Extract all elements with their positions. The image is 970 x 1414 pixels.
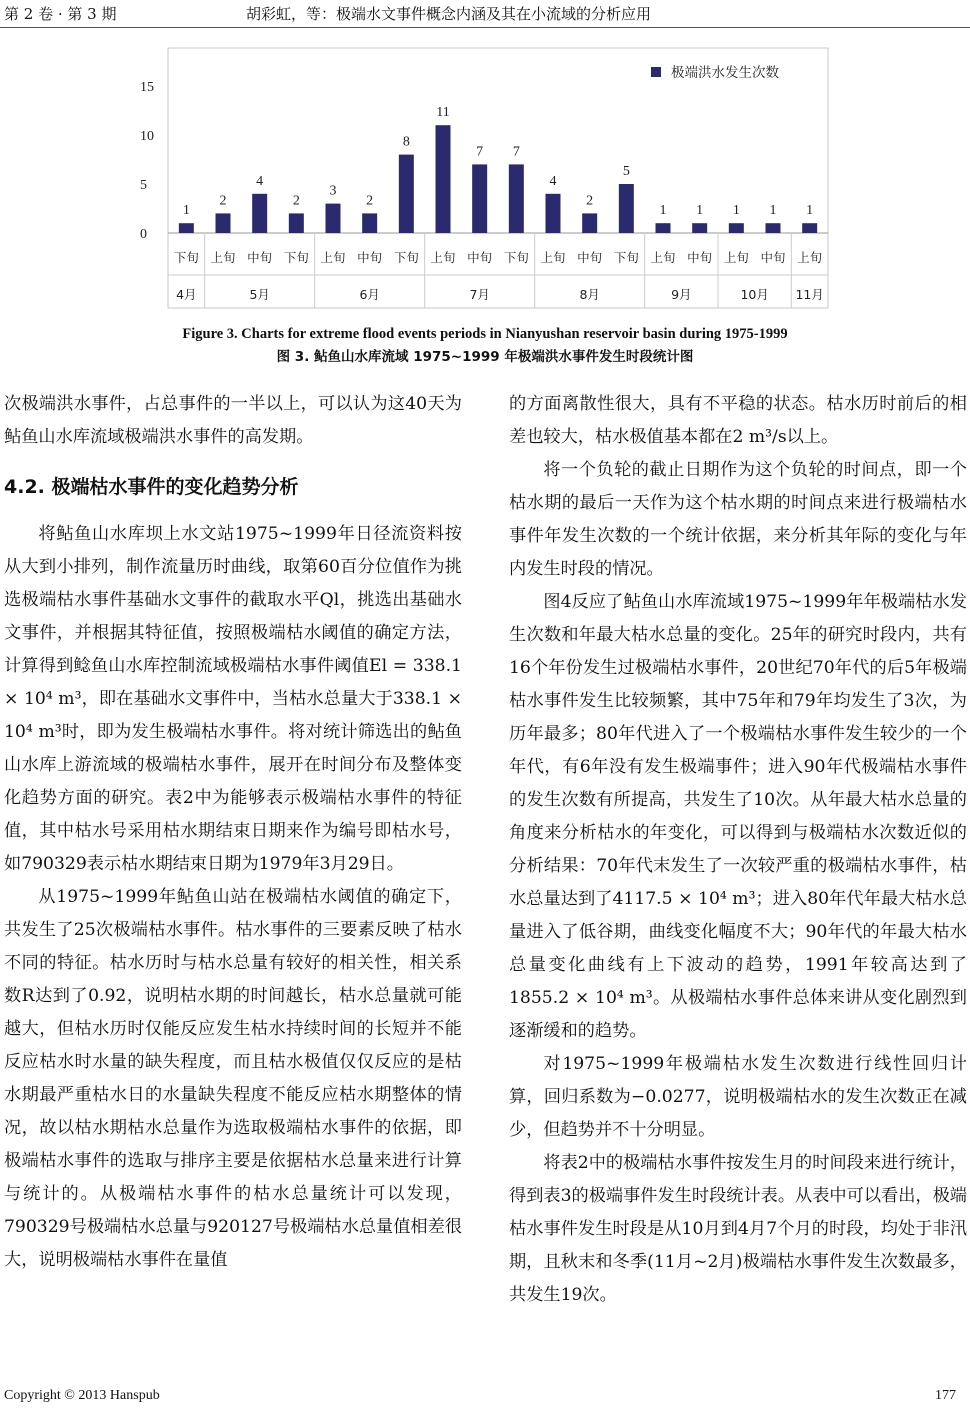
bar (582, 213, 597, 233)
paragraph-method-text-a: 将鲇鱼山水库坝上水文站1975~1999年日径流资料按从大到小排列，制作流量历时曲线，取第60百分位值作为挑选极端枯水事件基础水文事件的截取水平Ql，挑选出基础水文事件，并根据其特征值，按照极端枯水阈值的确定方法，计算得到鲶鱼山水库控制流域极端枯水事件阈值 (4, 524, 462, 676)
bar-value-label: 2 (586, 193, 594, 209)
bar (766, 223, 781, 233)
bar (362, 213, 377, 233)
bar (179, 223, 194, 233)
month-label: 10月 (740, 287, 769, 302)
month-label: 8月 (579, 287, 600, 302)
x-axis-categories (174, 233, 824, 308)
x-category-label: 中旬 (760, 250, 786, 265)
x-category-label: 中旬 (577, 250, 603, 265)
bar-value-label: 8 (402, 134, 410, 150)
bar (546, 194, 561, 233)
x-category-label: 中旬 (687, 250, 713, 265)
x-category-label: 下旬 (503, 250, 529, 265)
legend-label: 极端洪水发生次数 (671, 65, 779, 81)
bar (326, 204, 341, 233)
threshold-formula: El = 338.1 × 10⁴ m³ (4, 656, 462, 709)
bar-value-label: 5 (622, 164, 630, 179)
x-category-label: 上旬 (723, 250, 749, 265)
bar-value-label: 2 (292, 193, 300, 209)
x-category-label: 下旬 (613, 250, 639, 265)
bar (509, 164, 524, 233)
bar-value-label: 1 (732, 203, 740, 219)
bar-value-label: 1 (659, 203, 667, 219)
x-category-label: 上旬 (320, 250, 346, 265)
running-title: 胡彩虹，等：极端水文事件概念内涵及其在小流域的分析应用 (246, 5, 652, 23)
bar (656, 223, 671, 233)
month-label: 9月 (671, 287, 692, 302)
chart-legend (651, 64, 779, 81)
bar-value-label: 4 (256, 173, 264, 189)
bar (252, 194, 267, 233)
copyright: Copyright © 2013 Hanspub (4, 1388, 160, 1403)
paragraph-results: 从1975~1999年鲇鱼山站在极端枯水阈值的确定下，共发生了25次极端枯水事件。枯水事件的三要素反映了枯水不同的特征。枯水历时与枯水总量有较好的相关性，相关系数R达到了0.92，说明枯水期的时间越长，枯水总量就可能越大，但枯水历时仅能反应发生枯水持续时间的长短并不能反应枯水时水量的缺失程度，而且枯水极值仅仅反应的是枯水期最严重枯水日的水量缺失程度不能反应枯水期整体的情况，故以枯水期枯水总量作为选取极端枯水事件的依据，即极端枯水事件的选取与排序主要是依据枯水总量来进行计算与统计的。从极端枯水事件的枯水总量统计可以发现，790329号极端枯水总量与920127号极端枯水总量值相差很大，说明极端枯水事件在量值 (4, 887, 462, 1270)
month-label: 11月 (795, 287, 824, 302)
paragraph-continuation: 次极端洪水事件，占总事件的一半以上，可以认为这40天为鲇鱼山水库流域极端洪水事件的高发期。 (4, 394, 462, 447)
month-label: 7月 (469, 287, 490, 302)
y-tick-label: 5 (140, 178, 147, 193)
plot-border (168, 48, 828, 308)
figure-caption-english: Figure 3. Charts for extreme flood events periods in Nianyushan reservoir basin during 1975-1999 (182, 326, 788, 342)
bars-group (179, 105, 817, 233)
bar-value-label: 2 (219, 193, 227, 209)
x-category-label: 上旬 (650, 250, 676, 265)
bar-value-label: 4 (549, 173, 557, 189)
x-category-label: 上旬 (210, 250, 236, 265)
month-label: 5月 (249, 287, 270, 302)
bar-value-label: 7 (476, 144, 484, 160)
bar-value-label: 1 (769, 203, 777, 219)
bar (692, 223, 707, 233)
x-category-label: 中旬 (247, 250, 273, 265)
bar-value-label: 2 (366, 193, 374, 209)
section-heading: 4.2. 极端枯水事件的变化趋势分析 (4, 476, 299, 498)
legend-swatch (651, 67, 661, 77)
x-category-label: 上旬 (540, 250, 566, 265)
x-category-label: 下旬 (283, 250, 309, 265)
bar (619, 184, 634, 233)
paragraph-regression: 对1975~1999年极端枯水发生次数进行线性回归计算，回归系数为−0.0277，说明极端枯水的发生次数正在减少，但趋势并不十分明显。 (509, 1054, 967, 1140)
bar (289, 213, 304, 233)
x-category-label: 上旬 (797, 250, 823, 265)
bar (729, 223, 744, 233)
right-text-column (509, 388, 967, 1312)
x-category-label: 下旬 (393, 250, 419, 265)
paragraph-table3: 将表2中的极端枯水事件按发生月的时间段来进行统计，得到表3的极端事件发生时段统计表。从表中可以看出，极端枯水事件发生时段是从10月到4月7个月的时段，均处于非汛期，且秋末和冬季(11月~2月)极端枯水事件发生次数最多，共发生19次。 (509, 1153, 967, 1305)
bar-value-label: 1 (806, 203, 814, 219)
bar (216, 213, 231, 233)
chart-frame (168, 48, 828, 308)
bar (802, 223, 817, 233)
bar (436, 125, 451, 233)
paragraph-timepoint: 将一个负轮的截止日期作为这个负轮的时间点，即一个枯水期的最后一天作为这个枯水期的时间点来进行极端枯水事件年发生次数的一个统计依据，来分析其年际的变化与年内发生时段的情况。 (509, 460, 967, 579)
x-category-label: 下旬 (173, 250, 199, 265)
y-axis (140, 80, 154, 242)
y-tick-label: 0 (140, 227, 147, 242)
x-category-label: 中旬 (467, 250, 493, 265)
month-label: 4月 (176, 287, 197, 302)
paragraph-method (4, 518, 462, 881)
bar (472, 164, 487, 233)
x-category-label: 上旬 (430, 250, 456, 265)
y-tick-label: 10 (140, 129, 154, 144)
bar-value-label: 1 (182, 203, 190, 219)
x-category-label: 中旬 (357, 250, 383, 265)
y-tick-label: 15 (140, 80, 154, 95)
left-text-column (4, 388, 462, 1277)
bar-value-label: 1 (696, 203, 704, 219)
paragraph-continuation-right: 的方面离散性很大，具有不平稳的状态。枯水历时前后的相差也较大，枯水极值基本都在2 m³/s以上。 (509, 394, 967, 447)
bar (399, 155, 414, 233)
figure-caption-chinese: 图 3. 鲇鱼山水库流域 1975~1999 年极端洪水事件发生时段统计图 (276, 349, 694, 365)
paragraph-method-text-b: ，即在基础水文事件中，当枯水总量大于338.1 × 10⁴ m³时，即为发生极端枯水事件。将对统计筛选出的鲇鱼山水库上游流域的极端枯水事件，展开在时间分布及整体变化趋势方面的研究。表2中为能够表示极端枯水事件的特征值，其中枯水号采用枯水期结束日期来作为编号即枯水号，如790329表示枯水期结束日期为1979年3月29日。 (4, 689, 462, 874)
bar-value-label: 7 (512, 144, 520, 160)
bar-value-label: 3 (329, 183, 337, 199)
flood-events-bar-chart (0, 40, 970, 320)
paragraph-figure4: 图4反应了鲇鱼山水库流域1975~1999年年极端枯水发生次数和年最大枯水总量的变化。25年的研究时段内，共有16个年份发生过极端枯水事件，20世纪70年代的后5年极端枯水事件发生比较频繁，其中75年和79年均发生了3次，为历年最多；80年代进入了一个极端枯水事件发生较少的一个年代，有6年没有发生极端事件；进入90年代极端枯水事件的发生次数有所提高，共发生了10次。从年最大枯水总量的角度来分析枯水的年变化，可以得到与极端枯水次数近似的分析结果：70年代末发生了一次较严重的极端枯水事件，枯水总量达到了4117.5 × 10⁴ m³；进入80年代年最大枯水总量进入了低谷期，曲线变化幅度不大；90年代的年最大枯水总量变化曲线有上下波动的趋势，1991年较高达到了1855.2 × 10⁴ m³。从极端枯水事件总体来讲从变化剧烈到逐渐缓和的趋势。 (509, 592, 967, 1041)
header-divider (0, 27, 970, 28)
page-number: 177 (935, 1388, 956, 1403)
bar-value-label: 11 (436, 105, 450, 121)
journal-volume-issue: 第 2 卷 · 第 3 期 (4, 5, 117, 23)
month-label: 6月 (359, 287, 380, 302)
